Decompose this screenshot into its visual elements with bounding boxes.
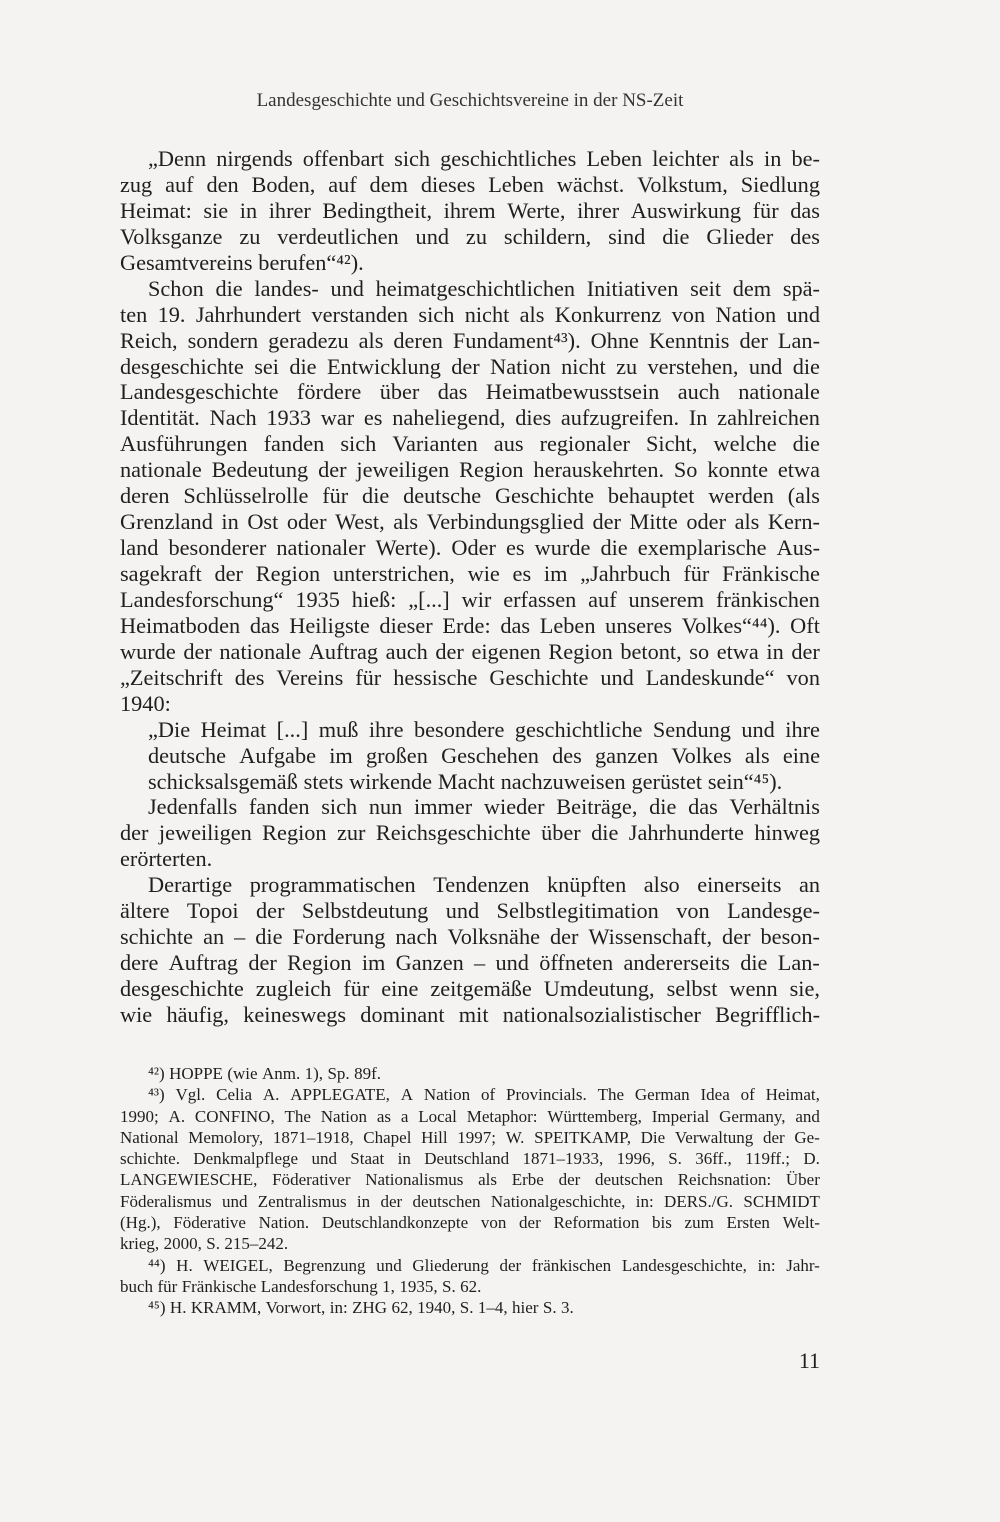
body-line-23: „Die Heimat [...] muß ihre besondere geschichtliche Sendung und ihre bbox=[148, 716, 820, 742]
body-line-22: 1940: bbox=[120, 690, 171, 716]
body-line-5: Gesamtvereins berufen“⁴²). bbox=[120, 249, 364, 275]
footnote-line-8: (Hg.), Föderative Nation. Deutschlandkonzepte von der Reformation bis zum Ersten Welt- bbox=[120, 1213, 820, 1233]
footnote-line-3: 1990; A. CONFINO, The Nation as a Local Metaphor: Württemberg, Imperial Germany, and bbox=[120, 1106, 820, 1126]
body-line-18: Landesforschung“ 1935 hieß: „[...] wir erfassen auf unserem fränkischen bbox=[120, 586, 820, 612]
footnote-line-9: krieg, 2000, S. 215–242. bbox=[120, 1234, 289, 1254]
body-line-30: ältere Topoi der Selbstdeutung und Selbstlegitimation von Landesge- bbox=[120, 898, 820, 924]
body-line-1: „Denn nirgends offenbart sich geschichtliches Leben leichter als in be- bbox=[148, 146, 820, 171]
footnotes bbox=[120, 1063, 820, 1319]
body-line-32: dere Auftrag der Region im Ganzen – und öffneten andererseits die Lan- bbox=[120, 950, 820, 976]
body-line-34: wie häufig, keineswegs dominant mit nationalsozialistischer Begrifflich- bbox=[120, 1001, 820, 1027]
body-line-9: desgeschichte sei die Entwicklung der Nation nicht zu verstehen, und die bbox=[120, 353, 820, 379]
body-line-26: Jedenfalls fanden sich nun immer wieder Beiträge, die das Verhältnis bbox=[148, 794, 820, 820]
footnote-line-11: buch für Fränkische Landesforschung 1, 1935, S. 62. bbox=[120, 1276, 482, 1296]
body-line-12: Ausführungen fanden sich Varianten aus regionaler Sicht, welche die bbox=[120, 431, 820, 457]
body-line-8: Reich, sondern geradezu als deren Fundament⁴³). Ohne Kenntnis der Lan- bbox=[120, 327, 820, 353]
body-line-17: sagekraft der Region unterstrichen, wie es im „Jahrbuch für Fränkische bbox=[120, 561, 820, 586]
body-line-19: Heimatboden das Heiligste dieser Erde: das Leben unseres Volkes“⁴⁴). Oft bbox=[120, 612, 820, 638]
body-line-7: ten 19. Jahrhundert verstanden sich nicht als Konkurrenz von Nation und bbox=[120, 301, 820, 327]
body-line-28: erörterten. bbox=[120, 846, 213, 872]
body-line-16: land besonderer nationaler Werte). Oder es wurde die exemplarische Aus- bbox=[120, 535, 820, 561]
body-text bbox=[120, 146, 820, 1028]
footnote-line-6: LANGEWIESCHE, Föderativer Nationalismus als Erbe der deutschen Reichsnation: Über bbox=[120, 1170, 820, 1190]
body-line-6: Schon die landes- und heimatgeschichtlichen Initiativen seit dem spä- bbox=[148, 275, 820, 301]
body-line-29: Derartige programmatischen Tendenzen knüpften also einerseits an bbox=[148, 872, 820, 898]
body-line-24: deutsche Aufgabe im großen Geschehen des ganzen Volkes als eine bbox=[148, 742, 820, 768]
body-line-20: wurde der nationale Auftrag auch der eigenen Region betont, so etwa in der bbox=[120, 638, 820, 664]
body-line-2: zug auf den Boden, auf dem dieses Leben wächst. Volkstum, Siedlung bbox=[120, 171, 820, 197]
body-line-25: schicksalsgemäß stets wirkende Macht nachzuweisen gerüstet sein“⁴⁵). bbox=[148, 768, 783, 794]
footnote-line-4: National Memolory, 1871–1918, Chapel Hill 1997; W. SPEITKAMP, Die Verwaltung der Ge- bbox=[120, 1127, 820, 1147]
body-line-31: schichte an – die Forderung nach Volksnähe der Wissenschaft, der beson- bbox=[120, 924, 820, 950]
body-line-11: Identität. Nach 1933 war es naheliegend, dies aufzugreifen. In zahlreichen bbox=[120, 405, 820, 431]
running-head: Landesgeschichte und Geschichtsvereine in der NS-Zeit bbox=[256, 90, 684, 111]
body-line-33: desgeschichte zugleich für eine zeitgemäße Umdeutung, selbst wenn sie, bbox=[120, 976, 820, 1001]
footnote-line-7: Föderalismus und Zentralismus in der deutschen Nationalgeschichte, in: DERS./G. SCHMIDT bbox=[120, 1191, 820, 1211]
body-line-14: deren Schlüsselrolle für die deutsche Geschichte behauptet werden (als bbox=[120, 483, 820, 509]
footnote-line-1: ⁴²) HOPPE (wie Anm. 1), Sp. 89f. bbox=[148, 1064, 382, 1083]
footnote-line-10: ⁴⁴) H. WEIGEL, Begrenzung und Gliederung der fränkischen Landesgeschichte, in: Jahr- bbox=[148, 1255, 820, 1275]
body-line-4: Volksganze zu verdeutlichen und zu schildern, sind die Glieder des bbox=[120, 223, 820, 249]
body-line-3: Heimat: sie in ihrer Bedingtheit, ihrem Werte, ihrer Auswirkung für das bbox=[120, 197, 820, 223]
body-line-21: „Zeitschrift des Vereins für hessische Geschichte und Landeskunde“ von bbox=[120, 664, 820, 690]
footnote-line-5: schichte. Denkmalpflege und Staat in Deutschland 1871–1933, 1996, S. 36ff., 119ff.; D. bbox=[120, 1149, 820, 1169]
page-number: 11 bbox=[798, 1348, 820, 1373]
body-line-27: der jeweiligen Region zur Reichsgeschichte über die Jahrhunderte hinweg bbox=[120, 820, 820, 846]
body-line-13: nationale Bedeutung der jeweiligen Region herauskehrten. So konnte etwa bbox=[120, 457, 820, 483]
body-line-15: Grenzland in Ost oder West, als Verbindungsglied der Mitte oder als Kern- bbox=[120, 509, 820, 535]
footnote-line-12: ⁴⁵) H. KRAMM, Vorwort, in: ZHG 62, 1940, S. 1–4, hier S. 3. bbox=[148, 1298, 574, 1318]
body-line-10: Landesgeschichte fördere über das Heimatbewusstsein auch nationale bbox=[120, 379, 820, 405]
footnote-line-2: ⁴³) Vgl. Celia A. APPLEGATE, A Nation of Provincials. The German Idea of Heimat, bbox=[148, 1085, 820, 1105]
